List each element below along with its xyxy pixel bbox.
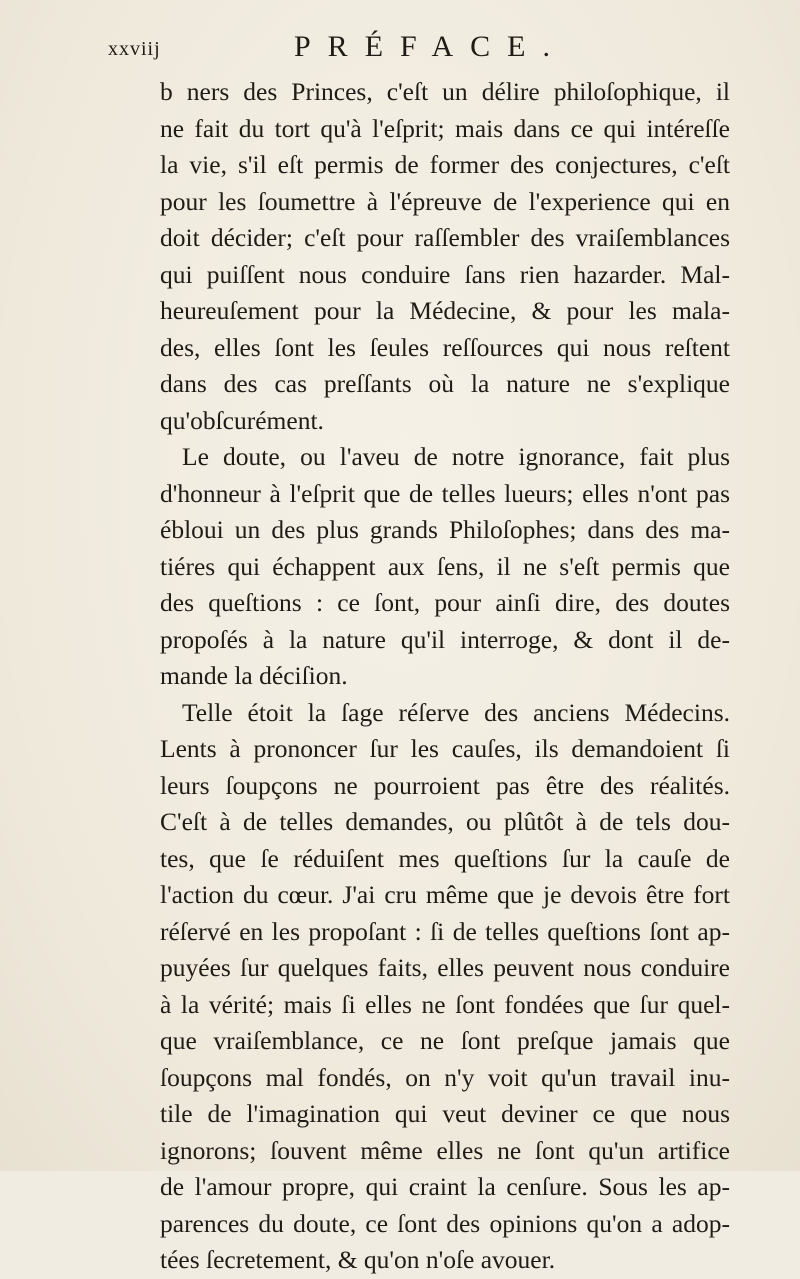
body-text — [160, 74, 730, 1279]
text-line: tées ſecretement, & qu'on n'oſe avouer. — [160, 1245, 556, 1274]
paragraph-3 — [160, 695, 730, 1279]
text-line: C'eſt à de telles demandes, ou plûtôt à de tels dou- — [160, 807, 730, 836]
text-line: de l'amour propre, qui craint la cenſure. Sous les ap- — [160, 1172, 730, 1201]
text-line: réſervé en les propoſant : ſi de telles queſtions ſont ap- — [160, 916, 730, 946]
text-line: heureuſement pour la Médecine, & pour les mala- — [160, 296, 730, 325]
text-line: parences du doute, ce ſont des opinions qu'on a adop- — [160, 1208, 730, 1238]
text-line: que vraiſemblance, ce ne ſont preſque jamais que — [160, 1026, 730, 1055]
text-line: ne fait du tort qu'à l'eſprit; mais dans ce qui intéreſſe — [160, 113, 730, 143]
text-line: Lents à prononcer ſur les cauſes, ils demandoient ſi — [160, 734, 730, 763]
text-line: d'honneur à l'eſprit que de telles lueurs; elles n'ont pas — [160, 478, 730, 508]
text-line: ignorons; ſouvent même elles ne ſont qu'un artifice — [160, 1135, 730, 1165]
text-line: puyées ſur quelques faits, elles peuvent nous conduire — [160, 953, 730, 982]
text-line: des queſtions : ce ſont, pour ainſi dire, des doutes — [160, 588, 730, 617]
text-line: tes, que ſe réduiſent mes queſtions ſur la cauſe de — [160, 843, 730, 873]
page-number: xxviij — [108, 38, 161, 60]
text-line: qu'obſcurément. — [160, 405, 324, 435]
text-line: qui puiſſent nous conduire ſans rien hazarder. Mal- — [160, 259, 730, 289]
text-line: doit décider; c'eſt pour raſſembler des vraiſemblances — [160, 223, 730, 252]
text-line: la vie, s'il eſt permis de former des conjectures, c'eſt — [160, 150, 730, 179]
text-line: ébloui un des plus grands Philoſophes; dans des ma- — [160, 515, 730, 544]
text-line: propoſés à la nature qu'il interroge, & dont il de- — [160, 624, 730, 654]
text-line: dans des cas preſſants où la nature ne s'explique — [160, 369, 730, 398]
text-line: Telle étoit la ſage réſerve des anciens Médecins. — [182, 697, 730, 727]
text-line: leurs ſoupçons ne pourroient pas être des réalités. — [160, 770, 730, 800]
text-line: des, elles ſont les ſeules reſſources qui nous reſtent — [160, 332, 730, 362]
running-title: PRÉFACE. — [294, 30, 567, 63]
text-line: Le doute, ou l'aveu de notre ignorance, fait plus — [182, 442, 730, 471]
page-header — [108, 28, 708, 64]
text-line: tiéres qui échappent aux ſens, il ne s'eſt permis que — [160, 551, 730, 581]
text-line: b ners des Princes, c'eſt un délire philoſophique, il — [160, 77, 730, 106]
text-line: mande la déciſion. — [160, 661, 348, 690]
text-line: à la vérité; mais ſi elles ne ſont fondées que ſur quel- — [160, 989, 730, 1019]
text-line: l'action du cœur. J'ai cru même que je devois être fort — [160, 880, 730, 909]
text-line: tile de l'imagination qui veut deviner ce que nous — [160, 1099, 730, 1128]
text-line: ſoupçons mal fondés, on n'y voit qu'un travail inu- — [160, 1062, 730, 1092]
text-line: pour les ſoumettre à l'épreuve de l'experience qui en — [160, 186, 730, 216]
paragraph-1 — [160, 74, 730, 439]
paragraph-2 — [160, 439, 730, 695]
